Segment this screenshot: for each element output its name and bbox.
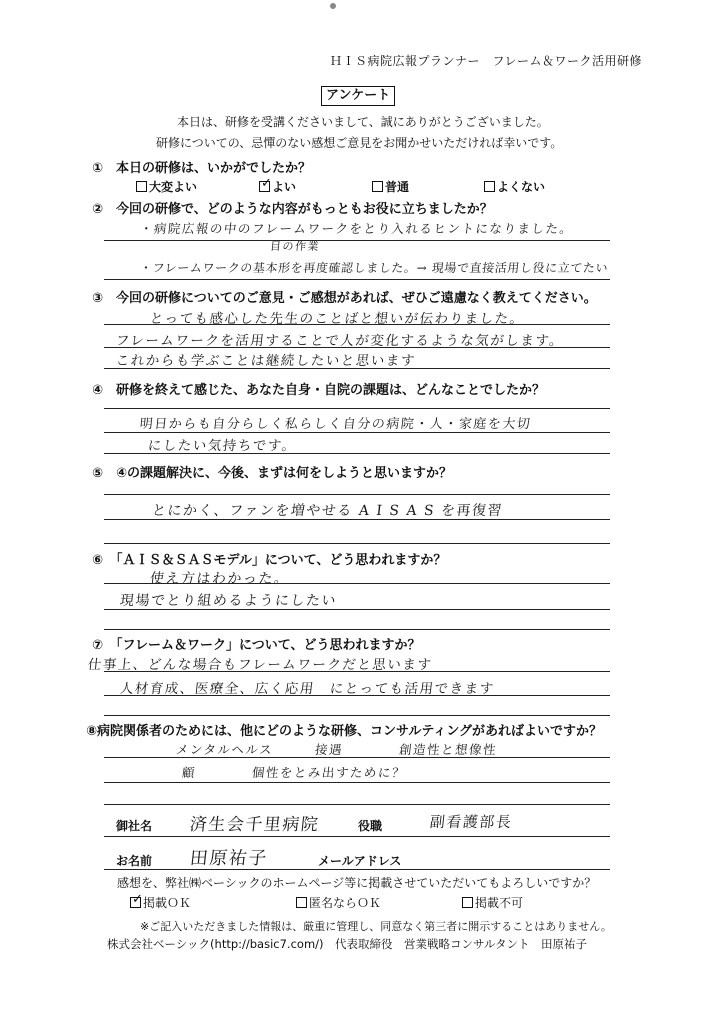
- checkbox-icon: [296, 897, 307, 908]
- survey-title: アンケート: [321, 86, 395, 106]
- top-mark: [330, 3, 336, 9]
- q7-answer-2: 人材育成、医療全、広く応用 にとっても活用できます: [118, 681, 496, 697]
- q3-answer-2: フレームワークを活用することで人が変化するような気がします。: [114, 333, 566, 349]
- question-5: ⑤ ④の課題解決に、今後、まずは何をしようと思いますか？: [92, 466, 453, 481]
- intro-line-2: 研修についての、忌憚のない感想ご意見をお聞かせいただければ幸いです。: [156, 136, 563, 150]
- consent-option-2[interactable]: 匿名ならＯＫ: [296, 894, 381, 911]
- company-label: 御社名: [116, 819, 153, 833]
- checkbox-checked-icon: ✓: [261, 176, 272, 191]
- answer-line: [104, 240, 610, 241]
- q1-option-3[interactable]: 普通: [372, 178, 409, 195]
- answer-line: [104, 804, 610, 805]
- consent-question: 感想を、弊社㈱ベーシックのホームページ等に掲載させていただいてもよろしいですか？: [117, 876, 597, 890]
- answer-line: [104, 757, 610, 758]
- name-label: お名前: [116, 854, 153, 868]
- checkbox-icon: [462, 897, 473, 908]
- answer-line: [104, 543, 610, 544]
- name-value[interactable]: 田原祐子: [188, 848, 269, 869]
- checkbox-icon: [484, 181, 495, 192]
- answer-line: [104, 695, 610, 696]
- answer-line: [104, 715, 610, 716]
- answer-line: [104, 671, 610, 672]
- q1-option-2[interactable]: ✓ よい: [261, 176, 297, 194]
- document-header: ＨＩＳ病院広報プランナー フレーム＆ワーク活用研修: [330, 54, 643, 68]
- q4-answer-1: 明日からも自分らしく私らしく自分の病院・人・家庭を大切: [139, 417, 533, 432]
- answer-line: [104, 279, 610, 280]
- q3-answer-3: これからも学ぶことは継続したいと思います: [114, 353, 417, 369]
- role-value[interactable]: 副看護部長: [429, 813, 514, 831]
- answer-line: [104, 519, 610, 520]
- question-4: ④ 研修を終えて感じた、あなた自身・自院の課題は、どんなことでしたか？: [92, 383, 546, 398]
- question-3: ③ 今回の研修についてのご意見・ご感想があれば、ぜひご遠慮なく教えてください。: [92, 291, 597, 306]
- q4-answer-2: にしたい気持ちです。: [146, 438, 298, 454]
- privacy-note: ※ご記入いただきました情報は、厳重に管理し、同意なく第三者に開示することはありません。: [140, 920, 612, 933]
- q2-answer-note: 目の作業: [269, 240, 321, 253]
- answer-line: [104, 324, 610, 325]
- company-value[interactable]: 済生会千里病院: [188, 815, 321, 835]
- q2-answer-1: ・病院広報の中のフレームワークをとり入れるヒントになりました。: [139, 221, 575, 236]
- answer-line: [104, 347, 610, 348]
- consent-option-1[interactable]: ✓ 掲載ＯＫ: [132, 892, 192, 910]
- company-credit: 株式会社ベーシック(http://basic7.com/) 代表取締役 営業戦略コンサルタント 田原祐子: [107, 937, 587, 951]
- answer-line: [104, 629, 610, 630]
- question-2: ② 今回の研修で、どのような内容がもっともお役に立ちましたか？: [92, 202, 493, 217]
- answer-line: [104, 869, 610, 870]
- q8-answer-2: 顧 個性をとみ出すために？: [181, 765, 407, 780]
- checkbox-checked-icon: ✓: [132, 892, 143, 907]
- answer-line: [104, 782, 610, 783]
- question-6: ⑥ 「ＡＩＳ＆ＳＡＳモデル」について、どう思われますか？: [92, 553, 447, 568]
- q3-answer-1: とっても感心した先生のことばと想いが伝わりました。: [148, 311, 526, 327]
- q1-option-1[interactable]: 大変よい: [136, 178, 197, 195]
- checkbox-icon: [372, 181, 383, 192]
- q5-answer-1: とにかく、ファンを増やせる A I S A S を再復習: [151, 503, 504, 519]
- answer-line: [104, 368, 610, 369]
- checkbox-icon: [136, 181, 147, 192]
- answer-line: [104, 408, 610, 409]
- answer-line: [104, 609, 610, 610]
- email-label: メールアドレス: [318, 854, 402, 868]
- answer-line: [104, 836, 610, 837]
- consent-option-3[interactable]: 掲載不可: [462, 894, 523, 911]
- role-label: 役職: [358, 819, 383, 833]
- answer-line: [104, 583, 610, 584]
- answer-line: [104, 453, 610, 454]
- answer-line: [104, 494, 610, 495]
- question-8: ⑧病院関係者のためには、他にどのような研修、コンサルティングがあればよいですか？: [86, 724, 603, 739]
- q2-answer-2: ・フレームワークの基本形を再度確認しました。→ 現場で直接活用し役に立てたい: [139, 261, 609, 275]
- intro-line-1: 本日は、研修を受講くださいまして、誠にありがとうございました。: [177, 115, 549, 129]
- q7-answer-1: 仕事上、どんな場合もフレームワークだと思います: [86, 657, 434, 673]
- q1-option-4[interactable]: よくない: [484, 178, 545, 195]
- question-7: ⑦ 「フレーム＆ワーク」について、どう思われますか？: [92, 638, 421, 653]
- question-1: ① 本日の研修は、いかがでしたか？: [92, 161, 312, 176]
- q6-answer-2: 現場でとり組めるようにしたい: [119, 593, 338, 609]
- answer-line: [104, 432, 610, 433]
- q6-answer-1: 使え方はわかった。: [149, 571, 291, 587]
- q8-answer-1: メンタルヘルス 接遇 創造性と想像性: [175, 742, 498, 757]
